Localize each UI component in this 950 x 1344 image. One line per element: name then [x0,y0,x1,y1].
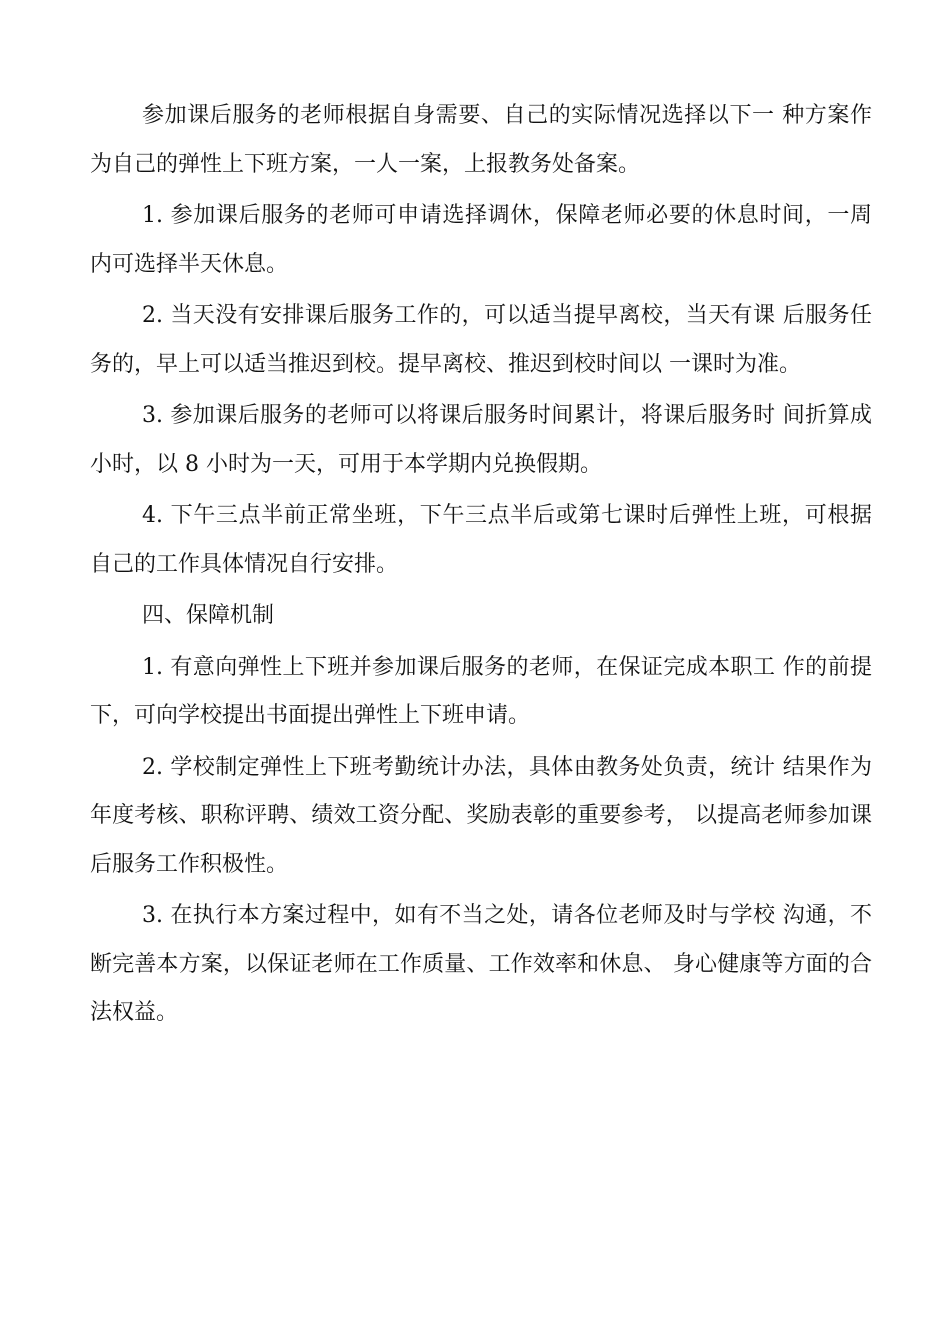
paragraph-item-4: 4. 下午三点半前正常坐班，下午三点半后或第七课时后弹性上班，可根据自己的工作具体情况自行安排。 [90,503,872,577]
document-page [90,92,872,1041]
paragraph-item-1: 1. 参加课后服务的老师可申请选择调休，保障老师必要的休息时间，一周内可选择半天休息。 [90,203,872,277]
section-heading: 四、保障机制 [142,603,275,628]
section-paragraph-2: 2. 学校制定弹性上下班考勤统计办法，具体由教务处负责，统计 结果作为年度考核、职称评聘、绩效工资分配、奖励表彰的重要参考， 以提高老师参加课后服务工作积极性。 [90,754,872,877]
paragraph-item-2: 2. 当天没有安排课后服务工作的，可以适当提早离校，当天有课 后服务任务的，早上可以适当推迟到校。提早离校、推迟到校时间以 一课时为准。 [90,303,872,377]
section-paragraph-1: 1. 有意向弹性上下班并参加课后服务的老师，在保证完成本职工 作的前提下，可向学校提出书面提出弹性上下班申请。 [90,654,872,728]
paragraph-item-3: 3. 参加课后服务的老师可以将课后服务时间累计，将课后服务时 间折算成小时，以 8 小时为一天，可用于本学期内兑换假期。 [90,403,872,477]
paragraph-intro: 参加课后服务的老师根据自身需要、自己的实际情况选择以下一 种方案作为自己的弹性上下班方案，一人一案，上报教务处备案。 [90,103,872,177]
section-paragraph-3: 3. 在执行本方案过程中，如有不当之处，请各位老师及时与学校 沟通，不断完善本方案，以保证老师在工作质量、工作效率和休息、 身心健康等方面的合法权益。 [90,903,872,1025]
